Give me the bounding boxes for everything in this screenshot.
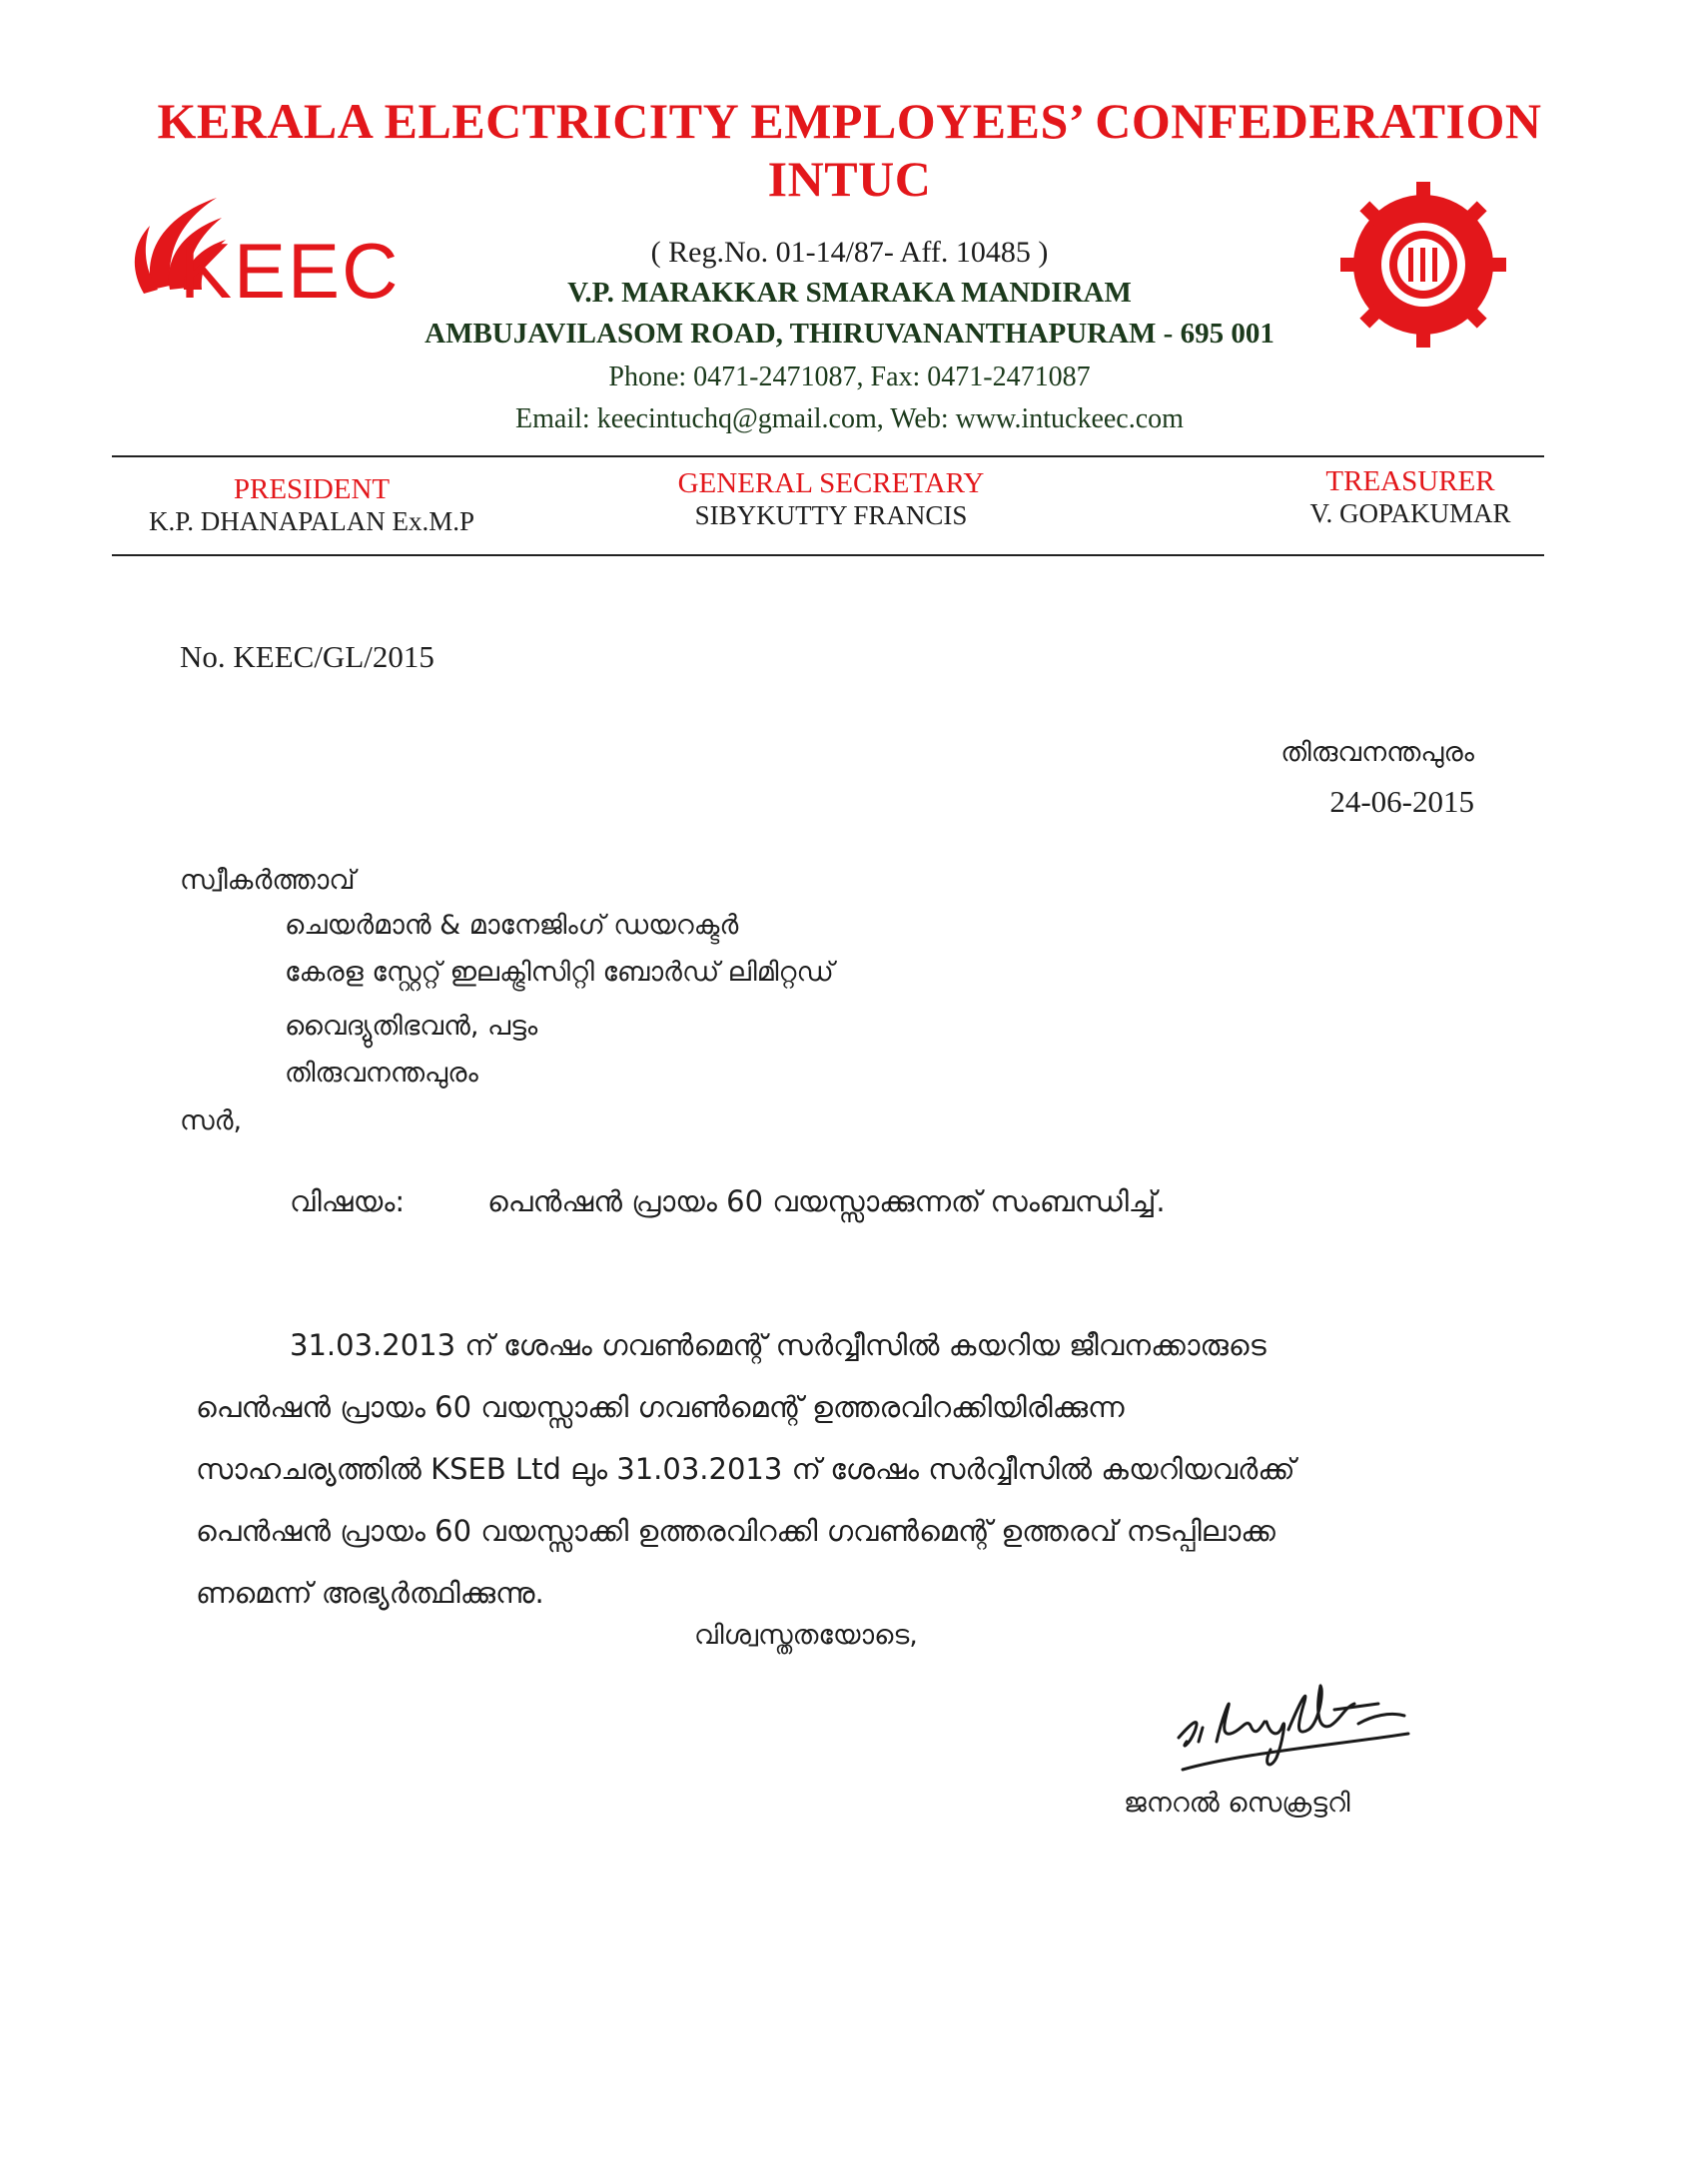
- to-label: സ്വീകർത്താവ്: [180, 865, 356, 896]
- recipient-line: തിരുവനന്തപുരം: [285, 1058, 478, 1089]
- officer-name: V. GOPAKUMAR: [1309, 498, 1511, 528]
- body-line: സാഹചര്യത്തിൽ KSEB Ltd ലും 31.03.2013 ന് ശേഷം സർവ്വീസിൽ കയറിയവർക്ക്: [196, 1452, 1295, 1486]
- registration: ( Reg.No. 01-14/87- Aff. 10485 ): [650, 236, 1049, 269]
- signatory-title: ജനറൽ സെക്രട്ടറി: [1124, 1788, 1350, 1819]
- officer-general-secretary: [631, 467, 1031, 531]
- letterhead-subtitle: INTUC: [767, 151, 932, 207]
- officer-name: K.P. DHANAPALAN Ex.M.P: [148, 506, 475, 536]
- letter-body: [196, 1314, 1494, 1624]
- letterhead-title: KERALA ELECTRICITY EMPLOYEES’ CONFEDERATION: [157, 93, 1542, 149]
- salutation: സർ,: [180, 1105, 243, 1136]
- subject-label: വിഷയം:: [290, 1184, 406, 1218]
- subject-text: പെൻഷൻ പ്രായം 60 വയസ്സാക്കുന്നത് സംബന്ധിച്ച്.: [487, 1184, 1166, 1218]
- recipient-line: കേരള സ്റ്റേറ്റ് ഇലക്ട്രിസിറ്റി ബോർഡ് ലിമിറ്റഡ്: [285, 957, 834, 988]
- officer-president: [112, 473, 511, 537]
- officers-row: [112, 465, 1544, 541]
- email-web: Email: keecintuchq@gmail.com, Web: www.intuckeec.com: [515, 403, 1184, 434]
- reference-number: No. KEEC/GL/2015: [180, 639, 434, 674]
- officer-role: PRESIDENT: [233, 473, 391, 505]
- phone-fax: Phone: 0471-2471087, Fax: 0471-2471087: [608, 362, 1091, 392]
- address: AMBUJAVILASOM ROAD, THIRUVANANTHAPURAM - 695 001: [425, 318, 1274, 350]
- handwritten-signature-icon: [1159, 1646, 1438, 1786]
- header-divider-top: [112, 455, 1544, 457]
- officer-role: TREASURER: [1325, 465, 1495, 497]
- recipient-line: വൈദ്യുതിഭവൻ, പട്ടം: [285, 1011, 538, 1042]
- closing: വിശ്വസ്തതയോടെ,: [694, 1620, 918, 1651]
- letter-place: തിരുവനന്തപുരം: [1280, 737, 1474, 768]
- signature: [1159, 1646, 1438, 1786]
- officer-name: SIBYKUTTY FRANCIS: [694, 500, 968, 530]
- body-line: പെൻഷൻ പ്രായം 60 വയസ്സാക്കി ഉത്തരവിറക്കി ഗവൺമെന്റ് ഉത്തരവ് നടപ്പിലാക്ക: [196, 1514, 1275, 1548]
- officer-role: GENERAL SECRETARY: [677, 467, 985, 499]
- body-line: ണമെന്ന് അഭ്യർത്ഥിക്കുന്നു.: [196, 1576, 544, 1610]
- letter-date: 24-06-2015: [1329, 784, 1474, 819]
- header-divider-bottom: [112, 554, 1544, 556]
- officer-treasurer: [1261, 465, 1560, 529]
- body-line: 31.03.2013 ന് ശേഷം ഗവൺമെന്റ് സർവ്വീസിൽ കയറിയ ജീവനക്കാരുടെ: [290, 1328, 1267, 1362]
- logo-text: KEEC: [180, 227, 401, 315]
- body-line: പെൻഷൻ പ്രായം 60 വയസ്സാക്കി ഗവൺമെന്റ് ഉത്തരവിറക്കിയിരിക്കുന്ന: [196, 1390, 1125, 1424]
- building-name: V.P. MARAKKAR SMARAKA MANDIRAM: [567, 277, 1132, 309]
- recipient-line: ചെയർമാൻ & മാനേജിംഗ് ഡയറക്ടർ: [285, 910, 739, 941]
